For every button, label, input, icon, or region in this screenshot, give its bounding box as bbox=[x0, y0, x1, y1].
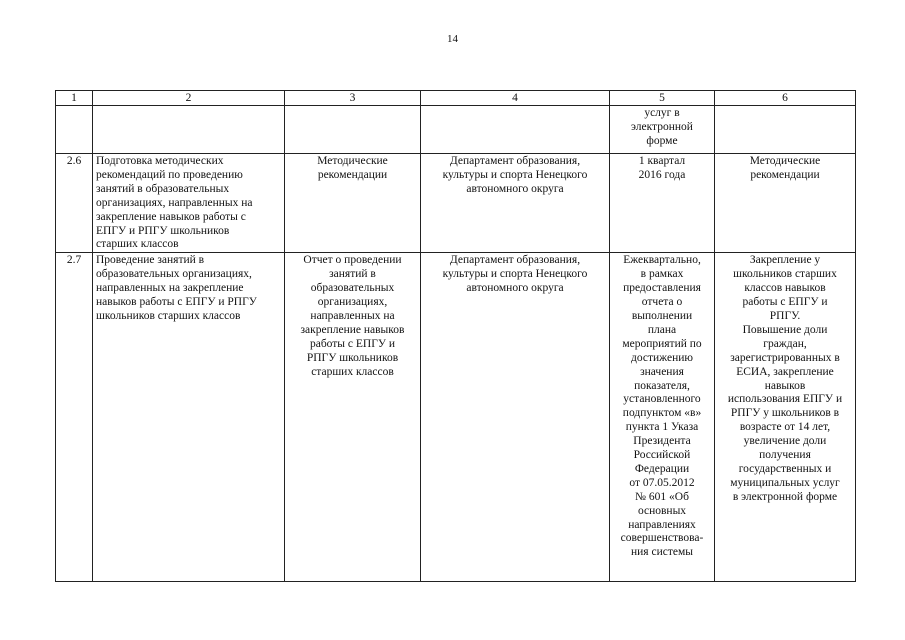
cell-text-line: работы с ЕПГУ и bbox=[742, 296, 828, 309]
cell-text-line: совершенствова- bbox=[620, 532, 704, 545]
cell-text-line: занятий в образовательных bbox=[96, 182, 230, 195]
cell-text-line: зарегистрированных в bbox=[730, 351, 840, 364]
cell-text-line: подпунктом «в» bbox=[622, 407, 702, 420]
column-number-1: 1 bbox=[56, 91, 93, 106]
page-number: 14 bbox=[447, 33, 458, 45]
cell-text-line: рекомендаций по проведению bbox=[96, 168, 243, 181]
executor-cell bbox=[421, 154, 610, 253]
cell-text-line: автономного округа bbox=[466, 282, 564, 295]
cell-text-line: Повышение доли bbox=[742, 323, 828, 336]
cell-text-line: классов навыков bbox=[744, 282, 826, 295]
column-number-5: 5 bbox=[610, 91, 715, 106]
cell-text-line: Федерации bbox=[634, 462, 690, 475]
cell-text-line: отчета о bbox=[641, 296, 683, 309]
cell-text-line: от 07.05.2012 bbox=[629, 476, 695, 489]
deadline-cell bbox=[610, 106, 715, 154]
cell-text-line: ЕСИА, закрепление bbox=[736, 365, 834, 378]
cell-text-line: автономного округа bbox=[466, 182, 564, 195]
cell-text-line: муниципальных услуг bbox=[730, 476, 840, 489]
row-number-cell: 2.6 bbox=[56, 154, 93, 253]
cell-text-line: Департамент образования, bbox=[449, 155, 581, 167]
cell-text-line: направленных на закрепление bbox=[96, 282, 244, 295]
cell-text-line: основных bbox=[637, 504, 687, 517]
cell-text-line: Президента bbox=[633, 435, 691, 448]
cell-text-line: Отчет о проведении bbox=[303, 254, 402, 267]
column-number-6: 6 bbox=[715, 91, 856, 106]
executor-cell bbox=[421, 106, 610, 154]
result-cell bbox=[285, 106, 421, 154]
table-row bbox=[56, 106, 856, 154]
cell-text-line: ЕПГУ и РПГУ школьников bbox=[96, 224, 230, 237]
task-cell bbox=[93, 253, 285, 582]
cell-text-line: направленных на bbox=[310, 309, 395, 322]
cell-text-line: старших классов bbox=[311, 365, 394, 378]
cell-text-line: показателя, bbox=[634, 379, 690, 392]
cell-text-line: организациях, направленных на bbox=[96, 196, 253, 209]
table-row bbox=[56, 253, 856, 582]
cell-text-line: плана bbox=[647, 323, 677, 336]
cell-text-line: навыков работы с ЕПГУ и РПГУ bbox=[96, 296, 257, 309]
cell-text-line: Департамент образования, bbox=[449, 254, 581, 267]
cell-text-line: увеличение доли bbox=[743, 435, 827, 448]
cell-text-line: возрасте от 14 лет, bbox=[739, 421, 831, 434]
cell-text-line: РПГУ у школьников в bbox=[730, 407, 840, 420]
measures-table bbox=[55, 90, 856, 582]
task-cell bbox=[93, 154, 285, 253]
cell-text-line: выполнении bbox=[631, 309, 693, 322]
indicator-cell bbox=[715, 154, 856, 253]
cell-text-line: предоставления bbox=[623, 282, 701, 295]
cell-text-line: получения bbox=[759, 449, 811, 462]
cell-text-line: рекомендации bbox=[750, 168, 820, 181]
cell-text-line: в рамках bbox=[640, 268, 684, 281]
indicator-cell bbox=[715, 253, 856, 582]
cell-text-line: рекомендации bbox=[317, 168, 388, 181]
cell-text-line: культуры и спорта Ненецкого bbox=[442, 268, 588, 281]
cell-text-line: РПГУ. bbox=[769, 309, 801, 322]
cell-text-line: закрепление навыков работы с bbox=[96, 210, 246, 223]
cell-text-line: закрепление навыков bbox=[300, 323, 405, 336]
cell-text-line: образовательных организациях, bbox=[96, 268, 252, 281]
cell-text-line: использования ЕПГУ и bbox=[727, 393, 843, 406]
indicator-cell bbox=[715, 106, 856, 154]
cell-text-line: достижению bbox=[631, 351, 693, 364]
cell-text-line: значения bbox=[640, 365, 684, 378]
column-number-2: 2 bbox=[93, 91, 285, 106]
row-number-cell: 2.7 bbox=[56, 253, 93, 582]
cell-text-line: работы с ЕПГУ и bbox=[309, 337, 396, 350]
cell-text-line: организациях, bbox=[317, 296, 388, 309]
cell-text-line: 1 квартал bbox=[638, 155, 686, 167]
cell-text-line: культуры и спорта Ненецкого bbox=[442, 168, 588, 181]
result-cell bbox=[285, 154, 421, 253]
cell-text-line: электронной bbox=[631, 120, 693, 133]
cell-text-line: Методические bbox=[317, 155, 388, 167]
cell-text-line: в электронной форме bbox=[732, 490, 838, 503]
row-number-cell bbox=[56, 106, 93, 154]
cell-text-line: Методические bbox=[749, 155, 821, 167]
cell-text-line: 2016 года bbox=[638, 168, 686, 181]
cell-text-line: государственных и bbox=[738, 462, 832, 475]
cell-text-line: Закрепление у bbox=[749, 254, 821, 267]
cell-text-line: № 601 «Об bbox=[635, 490, 689, 503]
cell-text-line: школьников старших bbox=[733, 268, 837, 281]
cell-text-line: направлениях bbox=[628, 518, 696, 531]
result-cell bbox=[285, 253, 421, 582]
column-number-row bbox=[56, 91, 856, 106]
task-cell bbox=[93, 106, 285, 154]
cell-text-line: Подготовка методических bbox=[96, 155, 224, 167]
cell-text-line: установленного bbox=[623, 393, 701, 406]
cell-text-line: РПГУ школьников bbox=[306, 351, 399, 364]
executor-cell bbox=[421, 253, 610, 582]
deadline-cell bbox=[610, 253, 715, 582]
cell-text-line: навыков bbox=[764, 379, 806, 392]
cell-text-line: ния системы bbox=[631, 546, 693, 559]
cell-text-line: услуг в bbox=[644, 107, 680, 119]
cell-text-line: образовательных bbox=[310, 282, 395, 295]
cell-text-line: старших классов bbox=[96, 238, 179, 251]
cell-text-line: школьников старших классов bbox=[96, 309, 241, 322]
table-row bbox=[56, 154, 856, 253]
cell-text-line: мероприятий по bbox=[622, 337, 702, 350]
cell-text-line: занятий в bbox=[329, 268, 376, 281]
column-number-4: 4 bbox=[421, 91, 610, 106]
cell-text-line: граждан, bbox=[763, 337, 807, 350]
cell-text-line: Проведение занятий в bbox=[96, 254, 205, 267]
deadline-cell bbox=[610, 154, 715, 253]
cell-text-line: Российской bbox=[633, 449, 691, 462]
cell-text-line: пункта 1 Указа bbox=[625, 421, 699, 434]
column-number-3: 3 bbox=[285, 91, 421, 106]
cell-text-line: форме bbox=[646, 134, 678, 147]
cell-text-line: Ежеквартально, bbox=[623, 254, 701, 267]
